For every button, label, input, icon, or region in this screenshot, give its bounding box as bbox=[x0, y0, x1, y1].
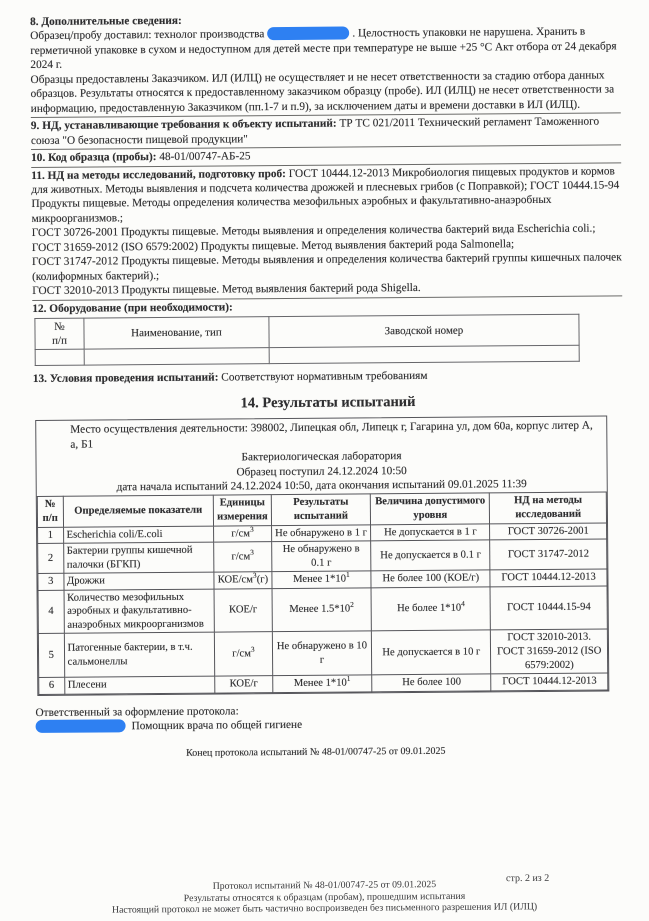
cell-num: 6 bbox=[39, 677, 65, 694]
equipment-col-name: Наименование, тип bbox=[84, 317, 269, 350]
result-row bbox=[38, 539, 607, 574]
test-dates: дата начала испытаний 24.12.2024 10:50, дата окончания испытаний 09.01.2025 11:39 bbox=[116, 478, 527, 494]
allowed-base: Не допускается в 0.1 г bbox=[380, 549, 481, 562]
cell-num: 1 bbox=[38, 527, 64, 544]
responsible-label: Ответственный за оформление протокола: bbox=[35, 704, 239, 719]
result-base: Не обнаружено в 10 г bbox=[276, 640, 368, 666]
num-header-top: № bbox=[54, 320, 65, 333]
cell-method: ГОСТ 10444.15-94 bbox=[490, 586, 607, 631]
cell-result bbox=[272, 631, 372, 675]
gost-entry: ГОСТ 10444.12-2013 Микробиология пищевых продуктов и кормов для животных. Методы выявления и подсчета количества дрожжей и плесневых грибов (с Поправкой); ГОСТ 10444.15-94 Продукты пищевые. Методы определения количества мезофильных аэробных и факультативно-анаэробных микроорганизмов.; bbox=[31, 164, 620, 225]
cell-allowed bbox=[371, 540, 491, 571]
section-9-heading: 9. НД, устанавливающие требования к объекту испытаний: bbox=[30, 117, 337, 133]
cell-method: ГОСТ 30726-2001 bbox=[490, 523, 607, 540]
page-footer bbox=[0, 877, 649, 917]
result-row bbox=[38, 586, 607, 634]
section-8-para1-before: Образец/пробу доставил: технолог производства bbox=[30, 28, 265, 43]
sample-received: Образец поступил 24.12.2024 10:50 bbox=[236, 464, 407, 478]
cell-num: 2 bbox=[38, 543, 64, 573]
unit-after: (г) bbox=[256, 574, 269, 586]
cell-units bbox=[214, 588, 272, 632]
empty-cell bbox=[35, 349, 84, 365]
empty-cell bbox=[84, 348, 269, 365]
unit-base: г/см bbox=[232, 648, 251, 660]
empty-cell bbox=[269, 345, 579, 363]
gost-entry: ГОСТ 31659-2012 (ISO 6579:2002) Продукты пищевые. Метод выявления бактерий рода Salmonella; bbox=[31, 238, 515, 254]
cell-indicator: Бактерии группы кишечной палочки (БГКП) bbox=[63, 542, 214, 573]
result-base: Не обнаружено в 1 г bbox=[275, 526, 368, 539]
unit-base: КОЕ/г bbox=[228, 604, 258, 616]
gost-entry: ГОСТ 32010-2013 Продукты пищевые. Метод выявления бактерий рода Shigella. bbox=[32, 282, 421, 298]
unit-sup: 3 bbox=[250, 547, 254, 557]
footer-line: Настоящий протокол не может быть частично воспроизведен без письменного разрешения ИЛ (ИЛЦ) bbox=[111, 901, 538, 916]
unit-sup: 3 bbox=[249, 524, 254, 534]
section-13 bbox=[33, 367, 623, 388]
result-base: Не обнаружено в 0.1 г bbox=[282, 543, 360, 569]
cell-result bbox=[271, 541, 371, 572]
section-8-paragraph-2: Образцы предоставлены Заказчиком. ИЛ (ИЛЦ) не осуществляет и не несет ответственности за стадию отбора данных образцов. Результаты относятся к предоставленному заказчиком образцу (пробе). ИЛ (ИЛЦ) не несет ответственности за информацию, предоставленную Заказчиком (пп.1-7 и п.9), за исключением даты и времени доставки в ИЛ (ИЛЦ). bbox=[30, 69, 615, 115]
header-method: НД на методы исследований bbox=[490, 492, 607, 523]
result-base: Менее 1*10 bbox=[293, 573, 347, 586]
cell-units bbox=[214, 632, 272, 676]
allowed-base: Не допускается в 1 г bbox=[384, 526, 477, 538]
result-sup: 2 bbox=[350, 600, 354, 610]
cell-result bbox=[271, 524, 371, 541]
cell-result bbox=[272, 571, 372, 588]
result-base: Менее 1.5*10 bbox=[289, 603, 351, 616]
cell-allowed bbox=[371, 587, 491, 632]
cell-allowed bbox=[371, 570, 490, 587]
cell-method: ГОСТ 32010-2013. ГОСТ 31659-2012 (ISO 6579:2002) bbox=[491, 629, 608, 674]
section-8-para1-after: . Целостность упаковки не нарушена. Хранить в герметичной упаковке в сухом и недоступном для детей месте при температуре не выше +25 °С Акт отбора от 24 декабря 2024 г. bbox=[30, 26, 617, 72]
cell-indicator: Патогенные бактерии, в т.ч. сальмонеллы bbox=[64, 632, 215, 677]
closing-block bbox=[35, 701, 625, 761]
result-sup: 1 bbox=[345, 570, 350, 580]
cell-result bbox=[272, 675, 372, 692]
results-box bbox=[35, 416, 609, 696]
protocol-content bbox=[30, 9, 626, 761]
allowed-base: Не более 1*10 bbox=[397, 602, 462, 615]
section-9-text: ТР ТС 021/2011 Технический регламент Таможенного союза "О безопасности пищевой продукции" bbox=[30, 115, 600, 147]
unit-base: г/см bbox=[231, 527, 251, 540]
cell-method: ГОСТ 31747-2012 bbox=[490, 539, 607, 570]
section-12-heading: 12. Оборудование (при необходимости): bbox=[32, 301, 233, 315]
cell-indicator: Escherichia coli/E.coli bbox=[63, 526, 214, 544]
equipment-empty-row bbox=[35, 345, 579, 365]
allowed-base: Не более 100 bbox=[402, 676, 462, 689]
protocol-end-line: Конец протокола испытаний № 48-01/00747-25 от 09.01.2025 bbox=[186, 745, 446, 759]
section-10-heading: 10. Код образца (пробы): bbox=[31, 151, 157, 165]
redaction-responsible-name bbox=[36, 719, 126, 733]
cell-units bbox=[214, 525, 272, 542]
section-12 bbox=[32, 296, 623, 371]
results-table bbox=[37, 492, 609, 695]
results-header-row bbox=[37, 492, 606, 527]
unit-sup: 3 bbox=[252, 570, 257, 580]
section-11-heading: 11. НД на методы исследований, подготовку проб: bbox=[31, 167, 286, 182]
section-11-entry-0 bbox=[31, 164, 621, 226]
section-8-heading: 8. Дополнительные сведения: bbox=[30, 14, 182, 28]
cell-units bbox=[215, 676, 273, 693]
lab-name: Бактериологическая лаборатория bbox=[241, 450, 402, 464]
equipment-col-serial: Заводской номер bbox=[269, 314, 579, 348]
footer-line: Протокол испытаний № 48-01/00747-25 от 09.01.2025 bbox=[212, 879, 437, 892]
cell-allowed bbox=[372, 674, 491, 691]
activity-address: Место осуществления деятельности: 398002, Липецкая обл, Липецк г, Гагарина ул, дом 60а, корпус литер А, а, Б1 bbox=[70, 419, 593, 451]
section-8 bbox=[30, 9, 621, 117]
responsible-position: Помощник врача по общей гигиене bbox=[131, 718, 303, 733]
result-sup: 1 bbox=[346, 674, 351, 684]
cell-units bbox=[214, 542, 272, 573]
cell-num: 3 bbox=[38, 573, 64, 590]
results-preamble bbox=[36, 417, 607, 497]
cell-indicator: Количество мезофильных аэробных и факультативно-анаэробных микроорганизмов bbox=[64, 589, 215, 634]
num-header-bottom: п/п bbox=[52, 334, 68, 347]
section-8-paragraph-1 bbox=[30, 25, 620, 73]
section-13-heading: 13. Условия проведения испытаний: bbox=[32, 371, 219, 386]
unit-sup: 3 bbox=[250, 644, 255, 654]
unit-base: г/см bbox=[231, 551, 251, 563]
section-13-text: Соответствуют нормативным требованиям bbox=[221, 370, 428, 384]
equipment-col-num bbox=[35, 318, 84, 350]
section-11 bbox=[31, 162, 622, 301]
page-number: стр. 2 из 2 bbox=[505, 872, 550, 885]
allowed-sup: 4 bbox=[461, 599, 465, 609]
equipment-table bbox=[34, 314, 579, 366]
result-row bbox=[38, 629, 607, 677]
result-row bbox=[39, 673, 608, 694]
cell-indicator: Дрожжи bbox=[63, 572, 214, 590]
header-allowed: Величина допустимого уровня bbox=[370, 493, 490, 524]
cell-allowed bbox=[372, 630, 492, 675]
cell-method: ГОСТ 10444.12-2013 bbox=[490, 569, 607, 586]
cell-num: 4 bbox=[38, 590, 64, 634]
section-9 bbox=[31, 113, 621, 150]
cell-units bbox=[214, 572, 272, 589]
cell-num: 5 bbox=[38, 634, 64, 678]
num-header-bottom: п/п bbox=[42, 512, 58, 524]
num-header-top: № bbox=[44, 499, 56, 511]
cell-method: ГОСТ 10444.12-2013 bbox=[491, 673, 608, 690]
results-title: 14. Результаты испытаний bbox=[240, 393, 416, 412]
unit-base: КОЕ/г bbox=[229, 678, 258, 690]
redaction-manufacturer bbox=[267, 27, 349, 41]
gost-entry: ГОСТ 30726-2001 Продукты пищевые. Методы выявления и определения количества бактерий вида Escherichia coli.; bbox=[31, 222, 596, 240]
header-indicator: Определяемые показатели bbox=[63, 496, 214, 527]
cell-result bbox=[272, 588, 372, 632]
equipment-header-row bbox=[35, 314, 579, 349]
unit-base: КОЕ/см bbox=[217, 574, 253, 586]
sample-code: 48-01/00747-АБ-25 bbox=[159, 150, 251, 164]
header-results: Результаты испытаний bbox=[271, 494, 371, 525]
result-base: Менее 1*10 bbox=[293, 677, 347, 689]
allowed-base: Не допускается в 10 г bbox=[382, 646, 481, 659]
allowed-base: Не более 100 (КОЕ/г) bbox=[382, 572, 480, 585]
footer-line: Результаты относятся к образцам (пробам), прошедшим испытания bbox=[183, 890, 466, 904]
cell-allowed bbox=[371, 523, 490, 540]
gost-entry: ГОСТ 31747-2012 Продукты пищевые. Методы выявления и определения количества бактерий группы кишечных палочек (колиформных бактерий).; bbox=[31, 251, 622, 283]
header-units: Единицы измерения bbox=[213, 495, 271, 526]
header-num bbox=[37, 497, 63, 527]
cell-indicator: Плесени bbox=[64, 676, 215, 694]
